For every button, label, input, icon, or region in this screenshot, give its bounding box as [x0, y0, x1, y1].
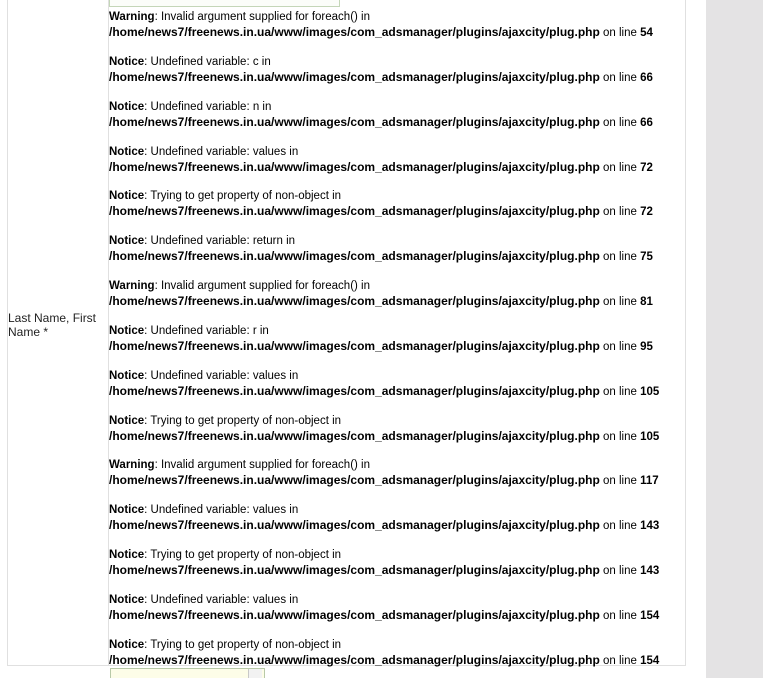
error-on-line-text: on line	[603, 385, 637, 398]
error-file-path: /home/news7/freenews.in.ua/www/images/com_adsmanager/plugins/ajaxcity/plug.php	[109, 69, 600, 84]
error-summary-line	[109, 324, 689, 339]
php-error-message	[109, 189, 689, 234]
php-error-message	[109, 503, 689, 548]
error-summary-line	[109, 369, 689, 384]
error-kind: Notice	[109, 369, 145, 382]
error-kind: Notice	[109, 504, 145, 517]
error-location-line	[109, 518, 689, 534]
php-error-message	[109, 10, 689, 55]
error-kind: Notice	[109, 638, 145, 651]
error-file-path: /home/news7/freenews.in.ua/www/images/com_adsmanager/plugins/ajaxcity/plug.php	[109, 204, 600, 219]
error-location-line	[109, 473, 689, 489]
error-summary-line	[109, 234, 689, 249]
error-on-line-text: on line	[603, 340, 637, 353]
error-location-line	[109, 249, 689, 265]
error-description: : Undefined variable: values in	[144, 593, 299, 606]
error-location-line	[109, 204, 689, 220]
error-description: : Undefined variable: values in	[144, 504, 299, 517]
error-description: : Trying to get property of non-object in	[144, 414, 342, 427]
php-error-message	[109, 414, 689, 459]
error-file-path: /home/news7/freenews.in.ua/www/images/com_adsmanager/plugins/ajaxcity/plug.php	[109, 338, 600, 353]
error-summary-line	[109, 414, 689, 429]
error-line-number: 72	[640, 206, 653, 219]
error-description: : Invalid argument supplied for foreach() in	[154, 280, 370, 293]
php-error-message	[109, 593, 689, 638]
error-summary-line	[109, 593, 689, 608]
error-description: : Undefined variable: n in	[144, 100, 272, 113]
php-error-message	[109, 55, 689, 100]
error-on-line-text: on line	[603, 609, 637, 622]
error-line-number: 66	[640, 71, 653, 84]
error-location-line	[109, 115, 689, 131]
error-file-path: /home/news7/freenews.in.ua/www/images/com_adsmanager/plugins/ajaxcity/plug.php	[109, 159, 600, 174]
error-line-number: 105	[640, 385, 660, 398]
error-summary-line	[109, 503, 689, 518]
error-line-number: 95	[640, 340, 653, 353]
error-kind: Notice	[109, 145, 145, 158]
error-location-line	[109, 653, 689, 669]
error-file-path: /home/news7/freenews.in.ua/www/images/com_adsmanager/plugins/ajaxcity/plug.php	[109, 428, 600, 443]
error-kind: Notice	[109, 414, 145, 427]
error-kind: Notice	[109, 100, 145, 113]
error-line-number: 143	[640, 565, 660, 578]
error-summary-line	[109, 548, 689, 563]
error-on-line-text: on line	[603, 116, 637, 129]
php-error-message	[109, 548, 689, 593]
previous-field-input[interactable]	[109, 0, 340, 7]
php-error-message	[109, 279, 689, 324]
error-summary-line	[109, 55, 689, 70]
error-line-number: 66	[640, 116, 653, 129]
error-file-path: /home/news7/freenews.in.ua/www/images/com_adsmanager/plugins/ajaxcity/plug.php	[109, 518, 600, 533]
error-location-line	[109, 160, 689, 176]
error-summary-line	[109, 100, 689, 115]
error-line-number: 143	[640, 520, 660, 533]
error-on-line-text: on line	[603, 296, 637, 309]
error-location-line	[109, 294, 689, 310]
error-on-line-text: on line	[603, 27, 637, 39]
error-line-number: 105	[640, 430, 660, 443]
error-summary-line	[109, 10, 689, 25]
error-kind: Notice	[109, 324, 145, 337]
error-location-line	[109, 70, 689, 86]
error-kind: Warning	[109, 11, 155, 23]
error-description: : Invalid argument supplied for foreach() in	[154, 11, 370, 23]
error-file-path: /home/news7/freenews.in.ua/www/images/com_adsmanager/plugins/ajaxcity/plug.php	[109, 294, 600, 309]
php-error-list	[109, 10, 689, 678]
error-location-line	[109, 608, 689, 624]
error-file-path: /home/news7/freenews.in.ua/www/images/com_adsmanager/plugins/ajaxcity/plug.php	[109, 563, 600, 578]
error-on-line-text: on line	[603, 251, 637, 264]
error-file-path: /home/news7/freenews.in.ua/www/images/com_adsmanager/plugins/ajaxcity/plug.php	[109, 383, 600, 398]
error-file-path: /home/news7/freenews.in.ua/www/images/com_adsmanager/plugins/ajaxcity/plug.php	[109, 249, 600, 264]
dropdown-arrow-icon[interactable]	[248, 669, 262, 678]
error-line-number: 154	[640, 609, 660, 622]
error-on-line-text: on line	[603, 565, 637, 578]
error-description: : Trying to get property of non-object in	[144, 549, 342, 562]
error-kind: Notice	[109, 55, 145, 68]
error-description: : Trying to get property of non-object in	[144, 638, 342, 651]
error-description: : Undefined variable: c in	[144, 55, 271, 68]
error-file-path: /home/news7/freenews.in.ua/www/images/com_adsmanager/plugins/ajaxcity/plug.php	[109, 25, 600, 39]
php-error-message	[109, 145, 689, 190]
php-error-message	[109, 324, 689, 369]
error-description: : Undefined variable: values in	[144, 145, 299, 158]
next-field-input[interactable]	[110, 668, 265, 678]
error-on-line-text: on line	[603, 520, 637, 533]
error-kind: Notice	[109, 593, 145, 606]
error-line-number: 81	[640, 296, 653, 309]
php-error-message	[109, 458, 689, 503]
error-line-number: 54	[640, 27, 653, 39]
error-summary-line	[109, 638, 689, 653]
error-line-number: 75	[640, 251, 653, 264]
right-sidebar-panel	[706, 0, 763, 678]
error-file-path: /home/news7/freenews.in.ua/www/images/com_adsmanager/plugins/ajaxcity/plug.php	[109, 114, 600, 129]
error-line-number: 154	[640, 654, 660, 667]
error-line-number: 72	[640, 161, 653, 174]
error-on-line-text: on line	[603, 475, 637, 488]
error-file-path: /home/news7/freenews.in.ua/www/images/com_adsmanager/plugins/ajaxcity/plug.php	[109, 473, 600, 488]
error-description: : Undefined variable: values in	[144, 369, 299, 382]
error-location-line	[109, 339, 689, 355]
error-on-line-text: on line	[603, 71, 637, 84]
error-location-line	[109, 563, 689, 579]
error-location-line	[109, 25, 689, 41]
error-kind: Warning	[109, 280, 155, 293]
error-on-line-text: on line	[603, 206, 637, 219]
error-kind: Warning	[109, 459, 155, 472]
error-kind: Notice	[109, 549, 145, 562]
error-on-line-text: on line	[603, 654, 637, 667]
error-summary-line	[109, 279, 689, 294]
error-on-line-text: on line	[603, 430, 637, 443]
error-description: : Undefined variable: return in	[144, 235, 296, 248]
error-description: : Trying to get property of non-object in	[144, 190, 342, 203]
error-file-path: /home/news7/freenews.in.ua/www/images/com_adsmanager/plugins/ajaxcity/plug.php	[109, 607, 600, 622]
error-kind: Notice	[109, 190, 145, 203]
error-kind: Notice	[109, 235, 145, 248]
error-description: : Invalid argument supplied for foreach() in	[154, 459, 370, 472]
error-summary-line	[109, 189, 689, 204]
field-label-name: Last Name, First Name *	[8, 311, 97, 339]
error-summary-line	[109, 458, 689, 473]
php-error-message	[109, 234, 689, 279]
error-on-line-text: on line	[603, 161, 637, 174]
php-error-message	[109, 100, 689, 145]
error-line-number: 117	[640, 475, 659, 488]
error-file-path: /home/news7/freenews.in.ua/www/images/com_adsmanager/plugins/ajaxcity/plug.php	[109, 652, 600, 667]
error-summary-line	[109, 145, 689, 160]
php-error-message	[109, 369, 689, 414]
error-location-line	[109, 384, 689, 400]
error-location-line	[109, 429, 689, 445]
error-description: : Undefined variable: r in	[144, 324, 269, 337]
